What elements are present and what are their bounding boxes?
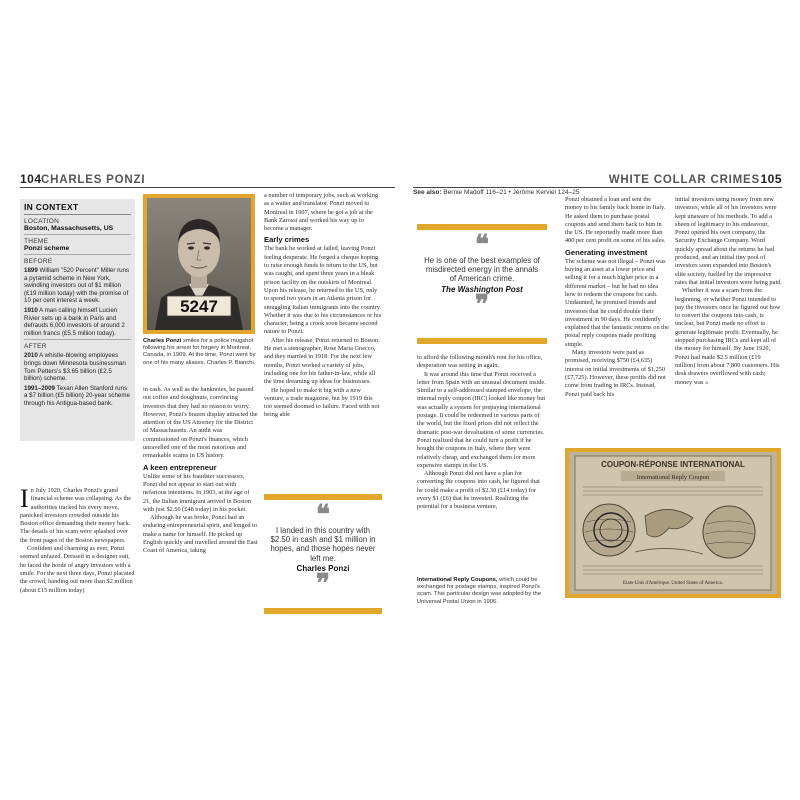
body-paragraph: It was around this time that Ponzi received a letter from Spain with an unusual document inside. Similar to a self-addressed stamped envelope, the internal reply coupon (IRC) looked like money but was actually a system for prepaying international postage. It could be redeemed in various parts of the world, but the fixed prices did not reflect the dramatic post-war devaluation of some currencies. Ponzi realized that he could turn a profit if he bought the coupons in Italy, where they were relatively cheap, and exchanged them for more expensive stamps in the US.	[417, 370, 546, 469]
body-paragraph: initial investors using money from new investors, while all of his investors were kept unaware of his methods. To add a sheen of legitimacy to his endeavour, Ponzi opened his own company, the Security Exchange Company. Word quickly spread about the returns he had produced, and an initial tiny pool of investors soon expanded into Boston's elite society, fuelled by the impressive rates that initial investors were being paid.	[675, 196, 782, 286]
body-paragraph: Unlike some of his fraudster successors, Ponzi did not appear to start out with nefarious intentions. In 1903, at the age of 21, the Italian immigrant arrived in Boston with just $2.50 (£48 today) in his pocket.	[143, 472, 251, 513]
coupon-bottom-text: Etats-Unis d'Amérique. United States of America.	[623, 581, 723, 586]
after-entry: 2010 A whistle-blowing employees brings down Minnesota businessman Tom Petters's $3.65 billion (£2.5 billion) scheme.	[24, 352, 126, 383]
open-quote-icon: ❝	[475, 230, 489, 259]
section-heading: Generating investment	[565, 247, 648, 257]
pull-quote-text: I landed in this country with $2.50 in cash and $1 million in hopes, and those hopes never left me.	[270, 526, 376, 563]
photo-caption: Charles Ponzi smiles for a police mugshot following his arrest for forgery in Montreal, Canada, in 1909. At the time, Ponzi went by one of his many aliases, Charles P. Bianchi.	[143, 338, 256, 366]
body-paragraph: Ponzi obtained a loan and sent the money to his family back home in Italy. He asked them to purchase postal coupons and send them back to him in the US. He reportedly made more than 400 per cent profit on some of his sales.	[565, 196, 666, 245]
left-column-3	[264, 192, 382, 420]
body-paragraph: Although Ponzi did not have a plan for converting the coupons into cash, he figured that he could make a profit of $2.30 (£14 today) for every $1 (£6) that he invested. Realizing the potential for a business venture,	[417, 470, 540, 511]
left-column-1	[20, 484, 135, 595]
coupon-subtitle: International Reply Coupon	[636, 474, 710, 481]
mugshot-illustration	[147, 198, 251, 330]
in-context-sidebar	[20, 199, 135, 441]
running-head-left: CHARLES PONZI	[41, 174, 146, 186]
coupon-caption: International Reply Coupons, which could be exchanged for postage stamps, inspired Ponzi's scam. This particular design was adopted by the Universal Postal Union in 1906.	[417, 577, 541, 605]
intro-paragraph: In July 1920, Charles Ponzi's grand financial scheme was collapsing. As the authorities tracked his every move, panicked investors crowded outside his Boston office demanding their money back. The details of his scam were splashed over the front pages of the Boston newspapers.	[20, 484, 132, 544]
body-paragraph: After his release, Ponzi returned to Boston. He met a stenographer, Rose Maria Gnecco, and they married in 1918. For the next few months, Ponzi worked a variety of jobs, including one for his father-in-law, while all the time dreaming up ideas for businesses.	[264, 336, 380, 386]
book-spread	[20, 172, 782, 632]
theme-label: THEME	[24, 238, 49, 245]
left-column-2	[143, 386, 258, 556]
pull-quote-right	[417, 224, 547, 344]
body-paragraph: The bank he worked at failed, leaving Ponzi feeling desperate. He forged a cheque hoping to raise enough funds to return to the US, but was caught, and spent three years in a bleak prison facility on the outskirts of Montreal. Upon his release, he returned to the US, only to spend two years in an Atlanta prison for smuggling Italian immigrants into the country. Whether it was due to his circumstances or his character, being a crook soon became second nature to Ponzi.	[264, 245, 382, 336]
mugshot-sign-number: 5247	[180, 297, 218, 316]
right-page	[413, 172, 782, 632]
open-quote-icon: ❝	[316, 500, 330, 529]
pull-quote-attribution: Charles Ponzi	[296, 563, 350, 573]
left-header	[20, 172, 395, 188]
before-entry: 1899 William "520 Percent" Miller runs a pyramid scheme in New York, swindling investors out of $1 million (£19 million today) with the promise of 10 per cent interest a week.	[24, 267, 130, 305]
reply-coupon-image	[565, 448, 781, 598]
location-label: LOCATION	[24, 218, 60, 225]
coupon-title: COUPON-RÉPONSE INTERNATIONAL	[601, 460, 745, 469]
before-label: BEFORE	[24, 258, 53, 265]
left-page	[20, 172, 395, 632]
after-label: AFTER	[24, 343, 47, 351]
section-heading: A keen entrepreneur	[143, 462, 217, 472]
body-paragraph: He hoped to make it big with a new venture, a trade magazine, but by 1919 this too seemed doomed to failure. Faced with not being able	[264, 386, 380, 419]
close-quote-icon: ❞	[475, 289, 489, 319]
pull-quote-attribution: The Washington Post	[441, 284, 523, 294]
section-heading: Early crimes	[264, 235, 310, 245]
right-column-1	[417, 354, 547, 512]
page-number-left: 104	[20, 172, 42, 186]
coupon-illustration	[569, 452, 777, 594]
right-column-3	[675, 196, 782, 387]
body-paragraph: Confident and charming as ever, Ponzi seemed unfazed. Dressed in a designer suit, he faced the horde of angry investors with a smile. For the next three days, Ponzi placated the crowd, handing out more than $2 million (about £15 million today)	[20, 545, 135, 594]
in-context-title: IN CONTEXT	[24, 202, 131, 215]
body-paragraph: Many investors were paid as promised, receiving $750 (£4,635) interest on initial investments of $1,250 (£7,725). However, these profits did not come from trading in IRCs. Instead, Ponzi paid back his	[565, 349, 666, 398]
location-value: Boston, Massachusetts, US	[24, 225, 131, 235]
close-quote-icon: ❞	[316, 568, 330, 598]
mugshot-photo	[143, 194, 255, 334]
pull-quote-text: He is one of the best examples of misdirected energy in the annals of American crime.	[424, 256, 540, 284]
theme-value: Ponzi scheme	[24, 245, 131, 255]
body-paragraph: Although he was broke, Ponzi had an enduring entrepreneurial spirit, and longed to make a name for himself. He picked up English quickly and travelled around the East Coast of America, taking	[143, 514, 258, 555]
body-paragraph: to afford the following month's rent for his office, desperation was setting in again.	[417, 354, 543, 370]
running-head-right: WHITE COLLAR CRIMES	[608, 174, 760, 186]
body-paragraph: a number of temporary jobs, such as working as a waiter and translator. Ponzi moved to Montreal in 1907, where he got a job at the Bank Zarossi and worked his way up to become a manager.	[264, 192, 379, 233]
right-column-2	[565, 196, 669, 399]
before-entry: 1910 A man calling himself Lucien Rivier sets up a bank in Paris and defrauds 6,000 investors of around 2 million francs (£5.5 million today).	[24, 307, 131, 340]
drop-cap: I	[20, 484, 29, 513]
body-paragraph: The scheme was not illegal – Ponzi was buying an asset at a lower price and selling it for a much higher price in a different market – but he had no idea how to redeem the coupons for cash. Undaunted, he promised friends and investors that he could double their investment in 90 days. He confidently explained that the fantastic returns on the postal reply coupons made profiting simple.	[565, 257, 669, 348]
page-number-right: 105	[760, 172, 782, 186]
body-paragraph: Whether it was a scam from the beginning, or whether Ponzi intended to pay the investors once he figured out how to convert the coupons into cash, is unclear, but Ponzi made no effort to generate legitimate profit. Eventually, he stopped purchasing IRCs and kept all of the money for himself. By June 1920, Ponzi had made $2.5 million (£19 million) from about 7,800 customers. His desk drawers overflowed with cash; money was »	[675, 287, 781, 386]
body-paragraph: in cash. As well as the banknotes, he passed out coffee and doughnuts, convincing investors that they had no reason to worry. However, Ponzi's brazen display attracted the attention of the US Attorney for the District of Massachusetts. An audit was commissioned on Ponzi's finances, which unravelled one of the most notorious and remarkable scams in US history.	[143, 386, 258, 460]
see-also: See also: Bernie Madoff 116–21 • Jérôme Kerviel 124–25	[413, 189, 580, 196]
after-entry: 1991–2009 Texan Allen Stanford runs a $7 billion (£5 billion) 20-year scheme through his Antigua-based bank.	[24, 384, 130, 407]
right-header	[413, 172, 782, 188]
pull-quote-left	[264, 494, 382, 614]
